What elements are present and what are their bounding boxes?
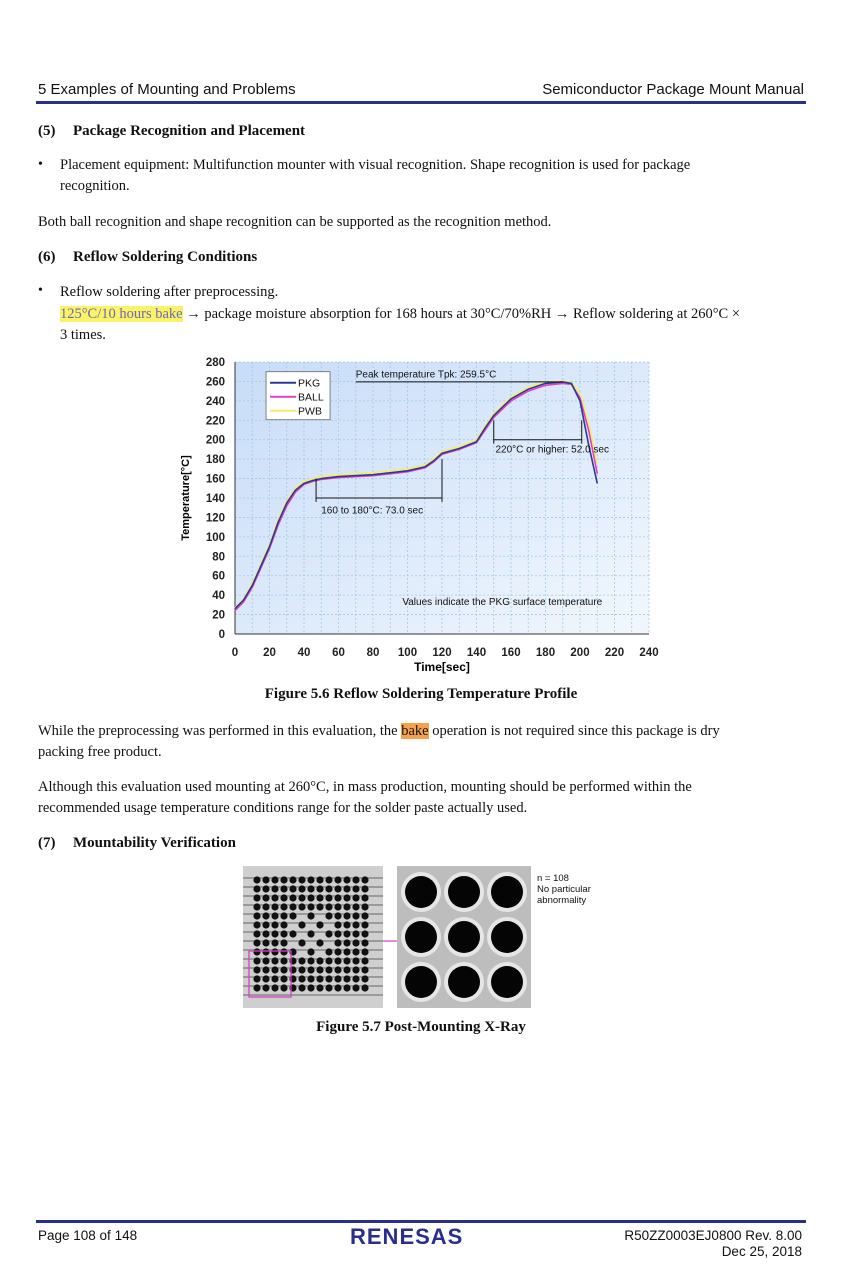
annotation-220: 220°C or higher: 52.0 sec xyxy=(495,444,609,456)
header-rule xyxy=(36,101,806,104)
y-tick-label: 200 xyxy=(205,434,225,447)
section-6-bullet-line-3: 3 times. xyxy=(60,327,106,343)
section-6-heading: Reflow Soldering Conditions xyxy=(73,249,258,265)
annotation-160: 160 to 180°C: 73.0 sec xyxy=(321,505,424,517)
bullet-icon: • xyxy=(38,157,43,172)
xray-note-count: n = 108 xyxy=(537,873,569,884)
y-tick-label: 260 xyxy=(205,376,225,389)
x-tick-label: 60 xyxy=(332,647,345,659)
footer-rule xyxy=(36,1220,806,1223)
x-tick-label: 80 xyxy=(366,647,380,659)
bake-word-highlight: bake xyxy=(401,723,429,739)
y-tick-label: 280 xyxy=(205,357,225,369)
bullet-icon: • xyxy=(38,283,43,298)
x-tick-label: 120 xyxy=(432,647,452,659)
y-tick-label: 20 xyxy=(212,609,225,622)
reflow-profile-chart xyxy=(175,352,670,682)
x-tick-label: 180 xyxy=(535,647,556,659)
bake-note-text-a: While the preprocessing was performed in this evaluation, the xyxy=(38,723,402,739)
y-axis-label: Temperature[°C] xyxy=(180,455,192,541)
bake-note-line-2: packing free product. xyxy=(38,744,162,760)
bake-note-text-b: operation is not required since this package is dry xyxy=(428,723,720,739)
figure-5-7-caption: Figure 5.7 Post-Mounting X-Ray xyxy=(316,1019,526,1035)
section-6-bullet-line-1: Reflow soldering after preprocessing. xyxy=(60,284,279,300)
y-tick-label: 180 xyxy=(205,454,225,467)
y-tick-label: 40 xyxy=(212,590,225,603)
xray-note-line-2: No particular xyxy=(537,884,591,895)
annotation-pkg-surface: Values indicate the PKG surface temperature xyxy=(402,596,603,608)
y-tick-label: 0 xyxy=(218,629,225,641)
x-tick-label: 40 xyxy=(297,647,311,659)
x-tick-label: 100 xyxy=(397,647,418,659)
y-tick-label: 140 xyxy=(205,493,225,505)
xray-overview-image xyxy=(243,866,383,1008)
section-7-number: (7) xyxy=(38,835,56,851)
x-tick-label: 200 xyxy=(570,647,590,659)
legend-label: PWB xyxy=(298,405,322,418)
x-tick-label: 240 xyxy=(639,647,659,659)
section-5-heading: Package Recognition and Placement xyxy=(73,123,306,139)
section-7-heading: Mountability Verification xyxy=(73,835,236,851)
renesas-logo: RENESAS xyxy=(350,1224,464,1249)
section-5-bullet-line-2: recognition. xyxy=(60,178,130,194)
bake-note-line-1 xyxy=(38,721,720,742)
figure-5-6-caption: Figure 5.6 Reflow Soldering Temperature Profile xyxy=(264,686,578,702)
doc-number: R50ZZ0003EJ0800 Rev. 8.00 xyxy=(624,1228,802,1243)
xray-zoom-image xyxy=(397,866,531,1008)
x-tick-label: 140 xyxy=(466,647,487,659)
header-manual-title: Semiconductor Package Mount Manual xyxy=(542,81,804,98)
section-5-paragraph: Both ball recognition and shape recognition can be supported as the recognition method. xyxy=(38,214,552,230)
xray-note xyxy=(537,873,591,906)
legend-label: PKG xyxy=(298,377,321,390)
header-chapter-title: 5 Examples of Mounting and Problems xyxy=(38,81,296,98)
y-tick-label: 160 xyxy=(205,473,225,486)
y-tick-label: 80 xyxy=(212,551,225,564)
section-5-number: (5) xyxy=(38,123,56,139)
section-6-bullet-line-2 xyxy=(60,304,740,325)
section-6-number: (6) xyxy=(38,249,56,265)
x-axis-label: Time[sec] xyxy=(414,660,470,674)
xray-note-line-3: abnormality xyxy=(537,895,587,906)
legend-label: BALL xyxy=(298,391,324,404)
y-tick-label: 60 xyxy=(212,570,225,583)
section-5-bullet-line-1: Placement equipment: Multifunction mounter with visual recognition. Shape recognition is used for package xyxy=(60,157,691,173)
doc-date: Dec 25, 2018 xyxy=(721,1244,802,1259)
page-number: Page 108 of 148 xyxy=(38,1228,138,1243)
mounting-note-line-1: Although this evaluation used mounting at 260°C, in mass production, mounting should be performed within the xyxy=(38,779,692,795)
annotation-peak: Peak temperature Tpk: 259.5°C xyxy=(355,369,497,381)
y-tick-label: 240 xyxy=(205,395,225,408)
y-tick-label: 220 xyxy=(205,415,225,428)
x-tick-label: 160 xyxy=(501,647,521,659)
mounting-note-line-2: recommended usage temperature conditions range for the solder paste actually used. xyxy=(38,800,528,816)
x-tick-label: 220 xyxy=(604,647,625,659)
section-6-bullet-line-2-rest: → package moisture absorption for 168 hours at 30°C/70%RH → Reflow soldering at 260°C × xyxy=(182,306,740,322)
y-tick-label: 100 xyxy=(205,531,225,544)
y-tick-label: 120 xyxy=(205,512,225,525)
x-tick-label: 0 xyxy=(231,647,239,659)
bake-highlight: 125°C/10 hours bake xyxy=(60,306,183,322)
x-tick-label: 20 xyxy=(263,647,276,659)
